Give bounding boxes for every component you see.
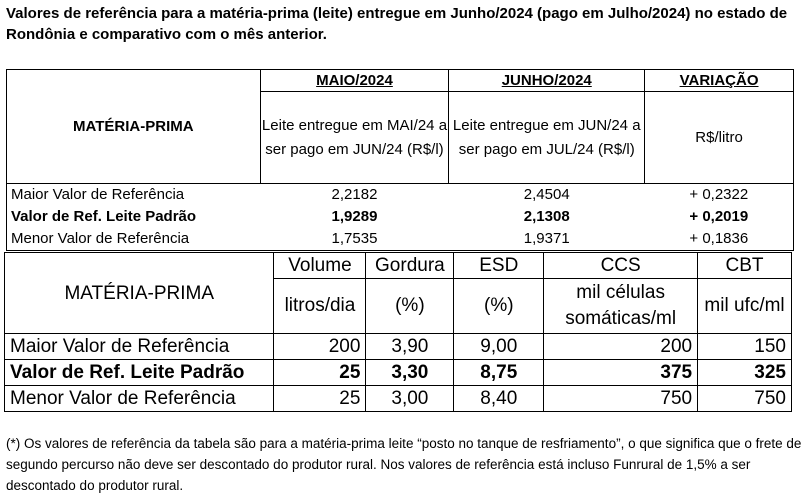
- page-title: Valores de referência para a matéria-prima (leite) entregue em Junho/2024 (pago em Julho/2024) no estado de Rondônia e comparativo com o mês anterior.: [6, 5, 788, 43]
- cell-gordura: 3,90: [366, 334, 454, 360]
- cell-cbt: 750: [698, 386, 792, 412]
- cell-maio: 1,9289: [331, 208, 378, 225]
- cell-gordura: 3,00: [366, 386, 454, 412]
- col-header-variacao: VARIAÇÃO: [645, 70, 794, 92]
- unit-esd: (%): [454, 279, 544, 334]
- cell-volume: 25: [274, 386, 366, 412]
- cell-esd: 8,75: [454, 360, 544, 386]
- col-header-cbt: CBT: [698, 253, 792, 279]
- unit-ccs: mil células somáticas/ml: [544, 279, 698, 334]
- row-label: Menor Valor de Referência: [7, 228, 261, 251]
- row-label: Maior Valor de Referência: [5, 334, 274, 360]
- cell-esd: 9,00: [454, 334, 544, 360]
- cell-ccs: 750: [544, 386, 698, 412]
- col-desc-junho: Leite entregue em JUN/24 a ser pago em JUL/24 (R$/l): [449, 92, 645, 184]
- row-label: Valor de Ref. Leite Padrão: [7, 206, 261, 228]
- cell-gordura: 3,30: [366, 360, 454, 386]
- table2-row-header: MATÉRIA-PRIMA: [5, 253, 274, 334]
- unit-cbt: mil ufc/ml: [698, 279, 792, 334]
- row-label: Maior Valor de Referência: [7, 184, 261, 207]
- unit-volume: litros/dia: [274, 279, 366, 334]
- cell-junho: 2,1308: [523, 208, 570, 225]
- table-row: [5, 334, 792, 360]
- cell-junho: 1,9371: [449, 228, 645, 251]
- cell-volume: 200: [274, 334, 366, 360]
- cell-junho: 2,4504: [449, 184, 645, 207]
- row-label: Valor de Ref. Leite Padrão: [5, 360, 274, 386]
- table-row: [7, 228, 794, 251]
- col-header-junho: JUNHO/2024: [449, 70, 645, 92]
- table-row: [5, 360, 792, 386]
- cell-esd: 8,40: [454, 386, 544, 412]
- table-row: [7, 206, 794, 228]
- cell-variacao: + 0,2019: [645, 206, 794, 228]
- cell-variacao: + 0,1836: [645, 228, 794, 251]
- col-desc-variacao: R$/litro: [645, 92, 794, 184]
- col-header-maio: MAIO/2024: [260, 70, 449, 92]
- row-label: Menor Valor de Referência: [5, 386, 274, 412]
- col-header-esd: ESD: [454, 253, 544, 279]
- footnote: (*) Os valores de referência da tabela são para a matéria-prima leite “posto no tanque de resfriamento”, o que significa que o frete de segundo percurso não deve ser descontado do produtor rural. Nos valores de referência está incluso Funrural de 1,5% a ser descontado do produtor rural.: [6, 436, 802, 493]
- cell-ccs: 200: [544, 334, 698, 360]
- col-header-gordura: Gordura: [366, 253, 454, 279]
- table1-row-header: MATÉRIA-PRIMA: [7, 70, 261, 184]
- col-desc-maio: Leite entregue em MAI/24 a ser pago em JUN/24 (R$/l): [260, 92, 449, 184]
- cell-volume: 25: [274, 360, 366, 386]
- quality-parameters-table: [4, 252, 792, 412]
- unit-gordura: (%): [366, 279, 454, 334]
- cell-ccs: 375: [544, 360, 698, 386]
- cell-maio: 2,2182: [260, 184, 449, 207]
- cell-cbt: 325: [698, 360, 792, 386]
- reference-values-table: [6, 69, 794, 251]
- col-header-ccs: CCS: [544, 253, 698, 279]
- cell-cbt: 150: [698, 334, 792, 360]
- cell-variacao: + 0,2322: [645, 184, 794, 207]
- table-row: [7, 184, 794, 207]
- cell-maio: 1,7535: [260, 228, 449, 251]
- table-row: [5, 386, 792, 412]
- col-header-volume: Volume: [274, 253, 366, 279]
